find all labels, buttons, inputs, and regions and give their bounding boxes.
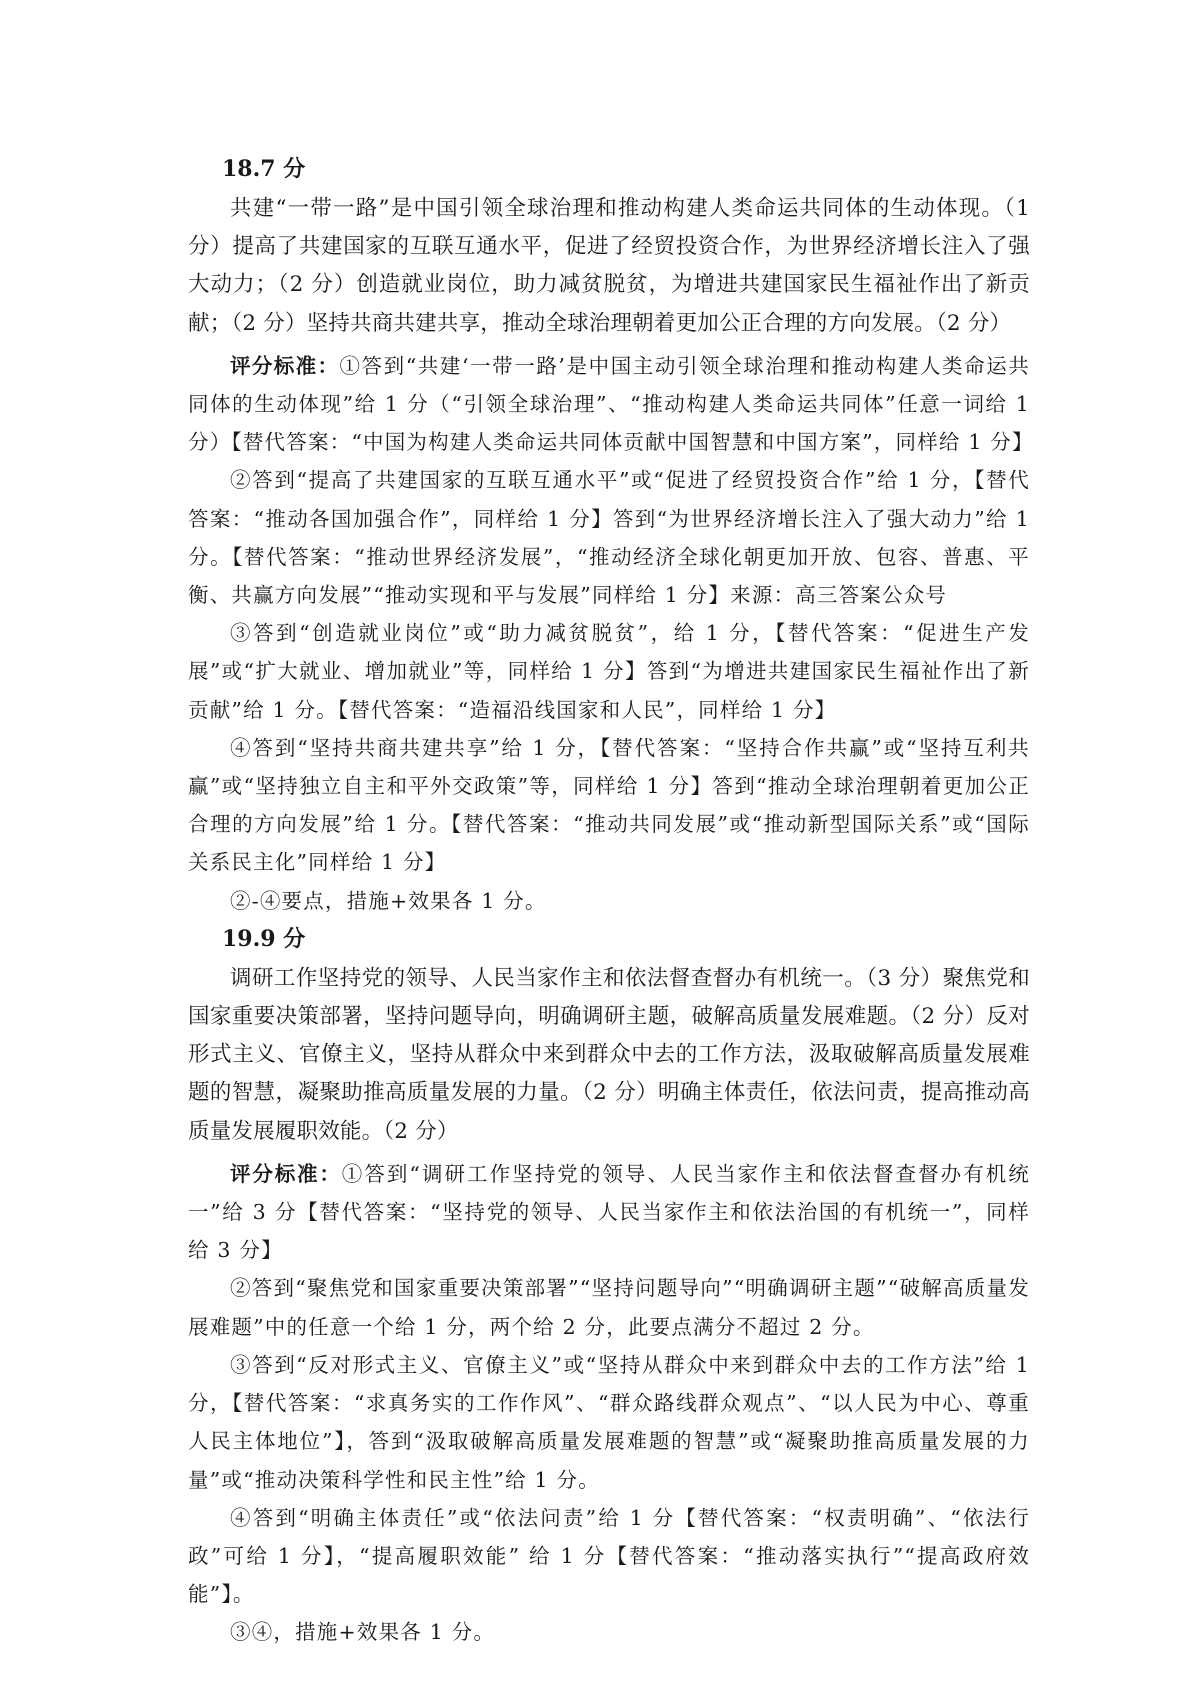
q18-criteria-1 <box>188 347 1034 462</box>
q19-criteria-2: ②答到“聚焦党和国家重要决策部署”“坚持问题导向”“明确调研主题”“破解高质量发展难题”中的任意一个给 1 分，两个给 2 分，此要点满分不超过 2 分。 <box>188 1276 1030 1339</box>
q19-criteria-3: ③答到“反对形式主义、官僚主义”或“坚持从群众中来到群众中去的工作方法”给 1 分，【替代答案：“求真务实的工作作风”、“群众路线群众观点”、“以人民为中心、尊重人民主体地位”】，答到“汲取破解高质量发展难题的智慧”或“凝聚助推高质量发展的力量”或“推动决策科学性和民主性”给 1 分。 <box>188 1352 1030 1492</box>
q18-criteria-1-text: ①答到“共建‘一带一路’是中国主动引领全球治理和推动构建人类命运共同体的生动体现”给 1 分（“引领全球治理”、“推动构建人类命运共同体”任意一词给 1 分）【替代答案：“中国为构建人类命运共同体贡献中国智慧和中国方案”，同样给 1 分】 <box>188 353 1034 455</box>
q18-criteria-note: ②-④要点，措施+效果各 1 分。 <box>230 888 547 913</box>
q18-criteria-lead: 评分标准： <box>230 353 340 378</box>
q19-criteria-1-text: ①答到“调研工作坚持党的领导、人民当家作主和依法督查督办有机统一”给 3 分【替代答案：“坚持党的领导、人民当家作主和依法治国的有机统一”，同样给 3 分】 <box>188 1161 1030 1263</box>
q19-answer: 调研工作坚持党的领导、人民当家作主和依法督查督办有机统一。（3 分）聚焦党和国家重要决策部署，坚持问题导向，明确调研主题，破解高质量发展难题。（2 分）反对形式主义、官僚主义，坚持从群众中来到群众中去的工作方法，汲取破解高质量发展难题的智慧，凝聚助推高质量发展的力量。（2 分）明确主体责任，依法问责，提高推动高质量发展履职效能。（2 分） <box>188 965 1030 1144</box>
q18-criteria-3: ③答到“创造就业岗位”或“助力减贫脱贫”，给 1 分，【替代答案：“促进生产发展”或“扩大就业、增加就业”等，同样给 1 分】答到“为增进共建国家民生福祉作出了新贡献”给 1 分。【替代答案：“造福沿线国家和人民”，同样给 1 分】 <box>188 621 1030 722</box>
q19-criteria-note: ③④，措施+效果各 1 分。 <box>230 1620 496 1645</box>
q19-heading: 19.9 分 <box>222 925 306 952</box>
q18-heading: 18.7 分 <box>222 156 306 182</box>
q18-answer: 共建“一带一路”是中国引领全球治理和推动构建人类命运共同体的生动体现。（1 分）提高了共建国家的互联互通水平，促进了经贸投资合作，为世界经济增长注入了强大动力；（2 分）创造就业岗位，助力减贫脱贫，为增进共建国家民生福祉作出了新贡献；（2 分）坚持共商共建共享，推动全球治理朝着更加公正合理的方向发展。（2 分） <box>188 196 1030 336</box>
q19-criteria-1 <box>188 1155 1030 1270</box>
q18-criteria-2: ②答到“提高了共建国家的互联互通水平”或“促进了经贸投资合作”给 1 分，【替代答案：“推动各国加强合作”，同样给 1 分】答到“为世界经济增长注入了强大动力”给 1 分。【替代答案：“推动世界经济发展”，“推动经济全球化朝更加开放、包容、普惠、平衡、共赢方向发展”“推动实现和平与发展”同样给 1 分】来源：高三答案公众号 <box>188 468 1030 608</box>
q19-criteria-4: ④答到“明确主体责任”或“依法问责”给 1 分【替代答案：“权责明确”、“依法行政”可给 1 分】，“提高履职效能” 给 1 分【替代答案：“推动落实执行”“提高政府效能”】。 <box>188 1505 1030 1607</box>
q19-criteria-lead: 评分标准： <box>230 1161 342 1186</box>
q18-criteria-4: ④答到“坚持共商共建共享”给 1 分，【替代答案：“坚持合作共赢”或“坚持互利共赢”或“坚持独立自主和平外交政策”等，同样给 1 分】答到“推动全球治理朝着更加公正合理的方向发展”给 1 分。【替代答案：“推动共同发展”或“推动新型国际关系”或“国际关系民主化”同样给 1 分】 <box>188 735 1030 875</box>
